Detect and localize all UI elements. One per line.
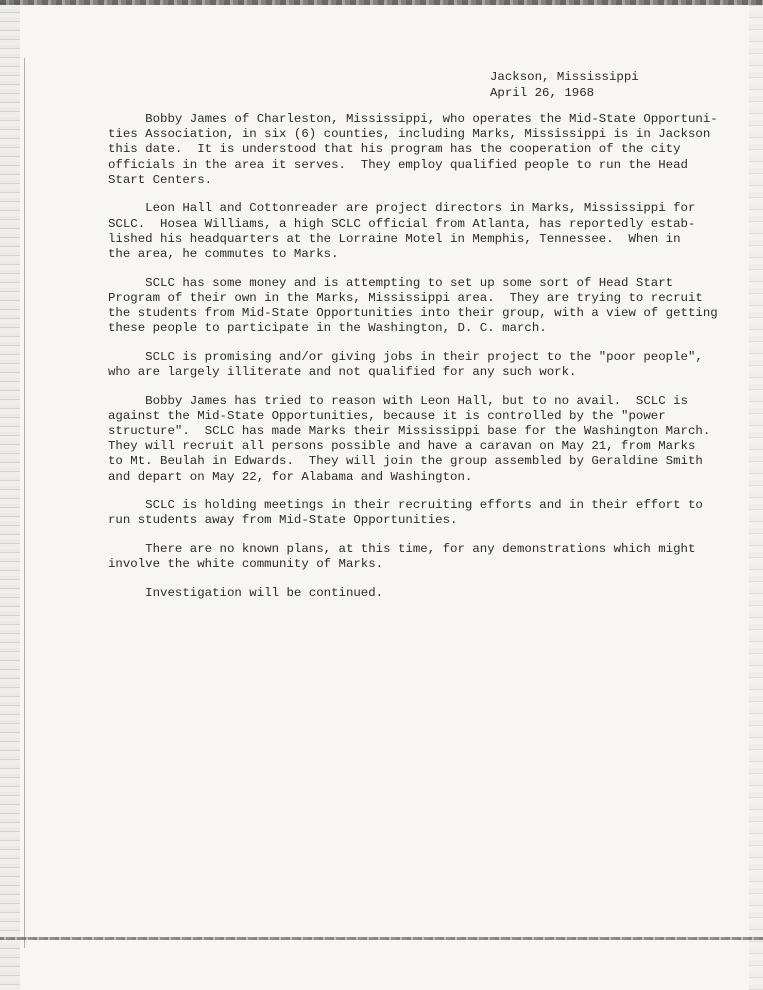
memo-line: these people to participate in the Washington, D. C. march.	[108, 321, 547, 336]
scan-edge-right	[749, 0, 763, 990]
memo-line: SCLC. Hosea Williams, a high SCLC official from Atlanta, has reportedly estab-	[108, 216, 696, 231]
scan-edge-bottom	[0, 937, 763, 940]
memo-paragraph	[108, 350, 708, 380]
memo-line: Start Centers.	[108, 172, 213, 187]
memo-paragraph	[108, 542, 708, 572]
memo-line: run students away from Mid-State Opportunities.	[108, 513, 458, 528]
memo-line: ties Association, in six (6) counties, including Marks, Mississippi is in Jackson	[108, 127, 711, 142]
memo-body	[108, 112, 718, 614]
memo-line: and depart on May 22, for Alabama and Washington.	[108, 469, 473, 484]
memo-line: the students from Mid-State Opportunities into their group, with a view of getting	[108, 306, 718, 321]
memo-line: There are no known plans, at this time, for any demonstrations which might	[108, 542, 696, 557]
memo-line: SCLC has some money and is attempting to set up some sort of Head Start	[108, 275, 674, 290]
memo-line: involve the white community of Marks.	[108, 557, 384, 572]
memo-line: lished his headquarters at the Lorraine Motel in Memphis, Tennessee. When in	[108, 231, 681, 246]
memo-line: structure". SCLC has made Marks their Mississippi base for the Washington March.	[108, 424, 711, 439]
memo-paragraph	[108, 586, 708, 601]
memo-line: Leon Hall and Cottonreader are project directors in Marks, Mississippi for	[108, 201, 696, 216]
memo-line: to Mt. Beulah in Edwards. They will join the group assembled by Geraldine Smith	[108, 454, 703, 469]
scan-margin-line	[24, 58, 25, 948]
memo-line: Bobby James of Charleston, Mississippi, who operates the Mid-State Opportuni-	[108, 112, 718, 126]
memo-paragraph	[108, 393, 711, 485]
memo-line: Program of their own in the Marks, Mississippi area. They are trying to recruit	[108, 290, 703, 305]
memo-line: against the Mid-State Opportunities, because it is controlled by the "power	[108, 408, 666, 423]
memo-line: this date. It is understood that his program has the cooperation of the city	[108, 142, 681, 157]
dateline-date: April 26, 1968	[490, 86, 595, 100]
memo-paragraph	[108, 112, 718, 188]
dateline	[490, 69, 639, 101]
memo-line: Investigation will be continued.	[108, 585, 384, 600]
memo-line: who are largely illiterate and not qualified for any such work.	[108, 365, 577, 380]
memo-paragraph	[108, 275, 718, 337]
memo-line: SCLC is holding meetings in their recruiting efforts and in their effort to	[108, 498, 703, 513]
scan-edge-top	[0, 0, 763, 5]
memo-line: Bobby James has tried to reason with Leon Hall, but to no avail. SCLC is	[108, 393, 688, 408]
memo-line: They will recruit all persons possible and have a caravan on May 21, from Marks	[108, 439, 696, 454]
dateline-place: Jackson, Mississippi	[490, 70, 639, 84]
scan-edge-left	[0, 0, 20, 990]
memo-paragraph	[108, 201, 708, 262]
memo-line: the area, he commutes to Marks.	[108, 247, 339, 262]
memo-line: SCLC is promising and/or giving jobs in their project to the "poor people",	[108, 349, 703, 364]
memo-line: officials in the area it serves. They employ qualified people to run the Head	[108, 157, 688, 172]
memo-paragraph	[108, 498, 708, 528]
